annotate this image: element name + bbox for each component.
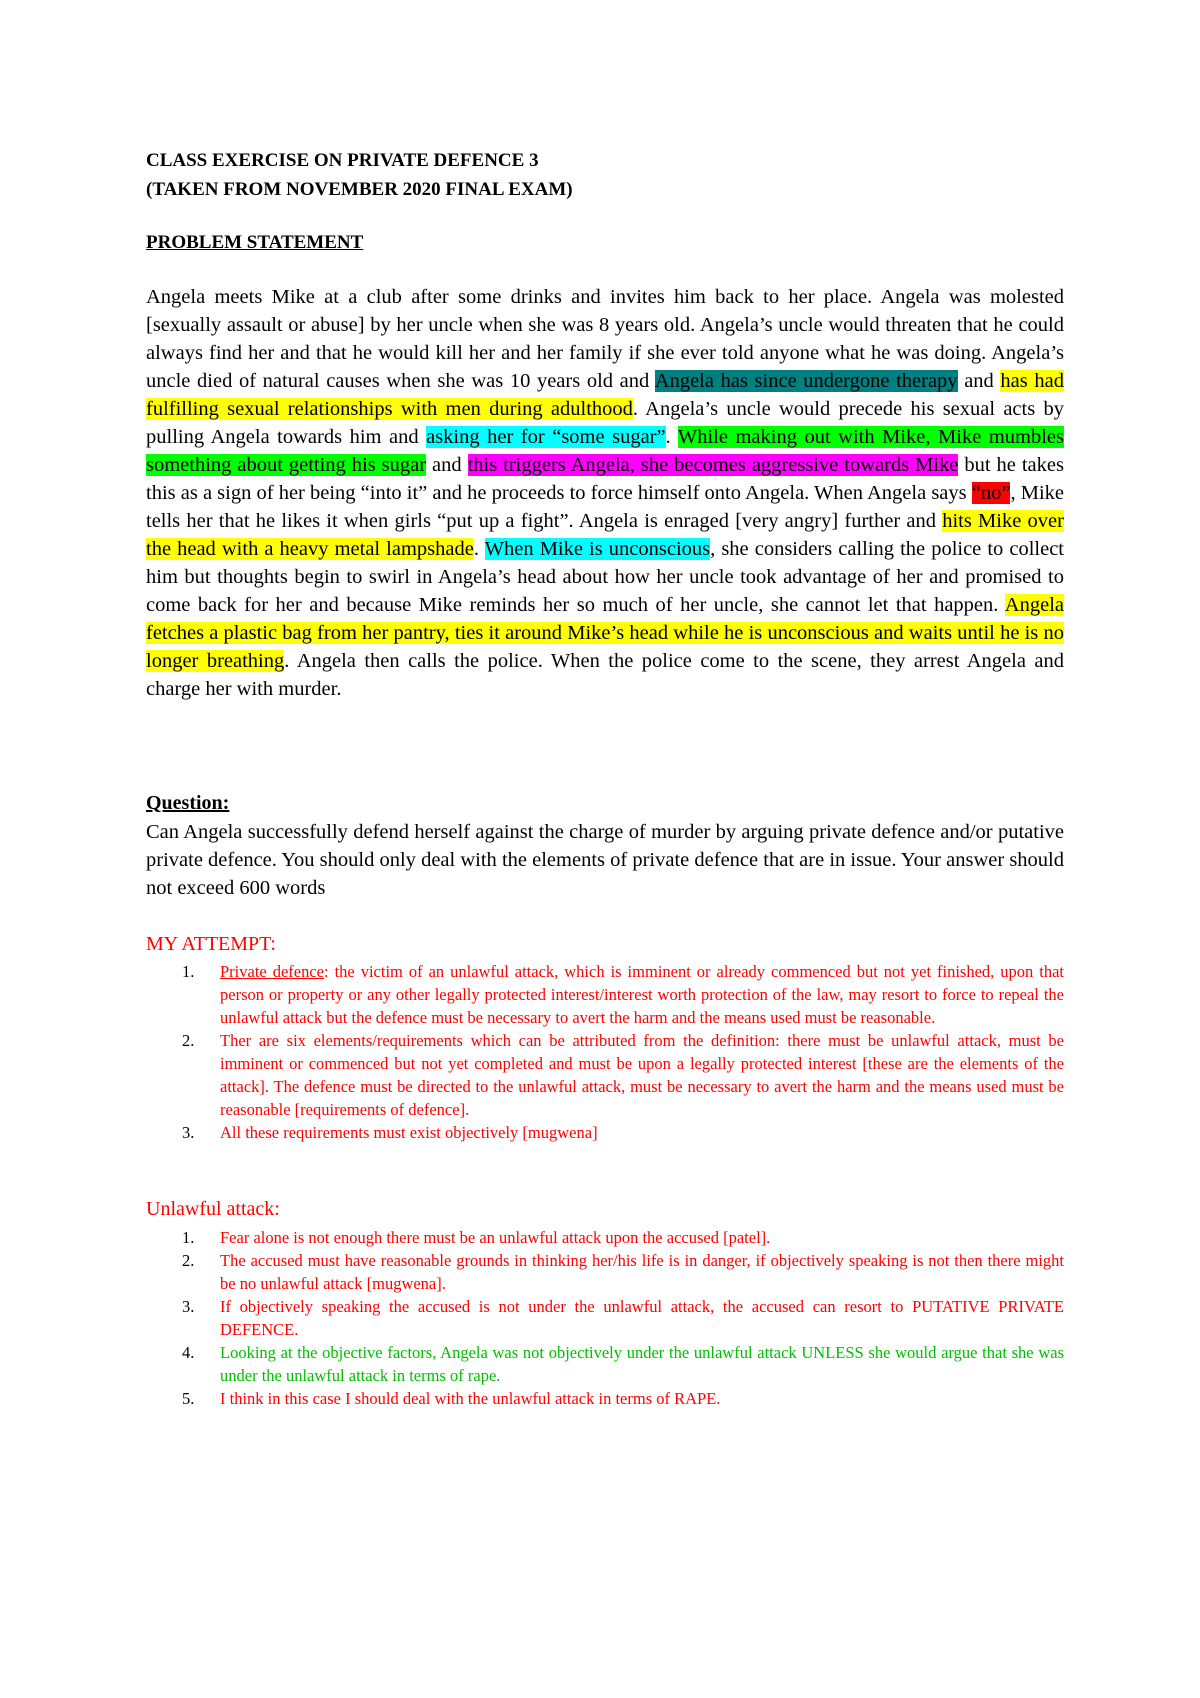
problem-text-segment: and (426, 454, 468, 476)
list-number: 4. (182, 1343, 195, 1362)
list-item-text: If objectively speaking the accused is not under the unlawful attack, the accused can resort to PUTATIVE PRIVATE DEFENCE. (220, 1297, 1064, 1339)
problem-text-segment: , Mike tells her that he likes it when girls “put up a fight”. Angela is enraged [very angry] further and (146, 482, 1064, 532)
definition-term: Private defence (220, 962, 325, 981)
problem-text-segment: . (665, 426, 678, 448)
list-number: 2. (182, 1251, 195, 1270)
title-line-2: (TAKEN FROM NOVEMBER 2020 FINAL EXAM) (146, 179, 573, 200)
my-attempt-heading: MY ATTEMPT: (146, 933, 276, 955)
list-item (146, 1341, 1064, 1387)
document-title (146, 146, 1046, 204)
list-item (146, 1226, 1064, 1249)
list-item (146, 1387, 1064, 1410)
list-number: 3. (182, 1297, 195, 1316)
list-item-text: The accused must have reasonable grounds in thinking her/his life is in danger, if objectively speaking is not then there might be no unlawful attack [mugwena]. (220, 1251, 1064, 1293)
list-item-text-green: Looking at the objective factors, Angela was not objectively under the unlawful attack UNLESS she would argue that she was under the unlawful attack in terms of rape. (220, 1343, 1064, 1385)
list-item (146, 1295, 1064, 1341)
unlawful-attack-heading: Unlawful attack: (146, 1198, 280, 1220)
problem-statement-text (146, 283, 1064, 703)
highlight-cyan-unconscious: When Mike is unconscious (484, 538, 711, 560)
list-item-text: I think in this case I should deal with the unlawful attack in terms of RAPE. (220, 1389, 721, 1408)
list-item-text: Ther are six elements/requirements which can be attributed from the definition: there must be unlawful attack, must be imminent or commenced but not yet completed and must be upon a legally protected interest [these are the elements of the attack]. The defence must be directed to the unlawful attack, must be necessary to avert the harm and the means used must be reasonable [requirements of defence]. (220, 1031, 1064, 1119)
highlight-cyan-some-sugar: asking her for “some sugar” (426, 426, 666, 448)
problem-text-segment: , she considers calling the police to collect him but thoughts begin to swirl in Angela’s head about how her uncle took advantage of her and promised to come back for her and because Mike reminds her so much of her uncle, she cannot let that happen. (146, 538, 1064, 616)
list-item-text: All these requirements must exist objectively [mugwena] (220, 1123, 598, 1142)
list-item-text: : the victim of an unlawful attack, which is imminent or already commenced but not yet finished, upon that person or property or any other legally protected interest/interest worth protection of the law, may resort to force to repeal the unlawful attack but the defence must be necessary to avert the harm and the means used must be reasonable. (220, 962, 1064, 1027)
highlight-red-no: “no” (971, 482, 1011, 504)
highlight-teal-therapy: Angela has since undergone therapy (654, 370, 958, 392)
list-item (146, 1249, 1064, 1295)
problem-text-segment: . Angela then calls the police. When the police come to the scene, they arrest Angela and charge her with murder. (146, 650, 1064, 700)
title-line-1: CLASS EXERCISE ON PRIVATE DEFENCE 3 (146, 150, 539, 171)
list-item-text: Fear alone is not enough there must be an unlawful attack upon the accused [patel]. (220, 1228, 771, 1247)
list-number: 2. (182, 1031, 195, 1050)
unlawful-attack-list (146, 1226, 1064, 1410)
problem-statement-heading: PROBLEM STATEMENT (146, 232, 364, 253)
problem-text-segment: . (473, 538, 485, 560)
question-text: Can Angela successfully defend herself against the charge of murder by arguing private defence and/or putative private defence. You should only deal with the elements of private defence that are in issue. Your answer should not exceed 600 words (146, 821, 1064, 899)
highlight-yellow-plastic-bag: Angela fetches a plastic bag from her pantry, ties it around Mike’s head while he is unconscious and waits until he is no longer breathing (146, 594, 1064, 672)
problem-text-segment: and (957, 370, 1001, 392)
list-number: 1. (182, 962, 195, 981)
list-item (146, 960, 1064, 1029)
problem-text-segment: Angela meets Mike at a club after some drinks and invites him back to her place. Angela was molested [sexually assault or abuse] by her uncle when she was 8 years old. Angela’s uncle would threaten that he could always find her and that he would kill her and her family if she ever told anyone what he was doing. Angela’s uncle died of natural causes when she was 10 years old and (146, 286, 1064, 392)
list-number: 1. (182, 1228, 195, 1247)
highlight-yellow-lampshade: hits Mike over the head with a heavy metal lampshade (146, 510, 1064, 560)
question-heading: Question: (146, 792, 230, 814)
highlight-green-making-out: While making out with Mike, Mike mumbles something about getting his sugar (146, 426, 1064, 476)
problem-text-segment: . Angela’s uncle would precede his sexual acts by pulling Angela towards him and (146, 398, 1064, 448)
attempt-list (146, 960, 1064, 1144)
highlight-yellow-relationships: has had fulfilling sexual relationships with men during adulthood (146, 370, 1064, 420)
list-number: 5. (182, 1389, 195, 1408)
list-item (146, 1121, 1064, 1144)
list-number: 3. (182, 1123, 195, 1142)
highlight-magenta-triggers: this triggers Angela, she becomes aggressive towards Mike (467, 454, 959, 476)
list-item (146, 1029, 1064, 1121)
problem-text-segment: but he takes this as a sign of her being “into it” and he proceeds to force himself onto Angela. When Angela says (146, 454, 1064, 504)
